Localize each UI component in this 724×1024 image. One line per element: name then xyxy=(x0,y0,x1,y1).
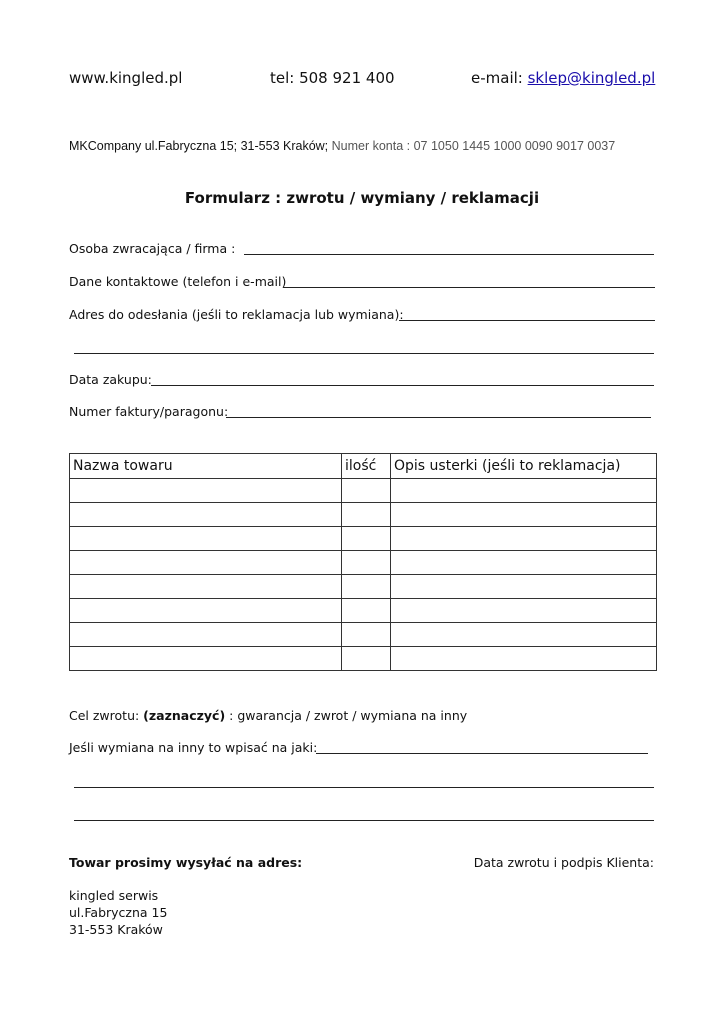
defect-cell[interactable] xyxy=(391,527,657,551)
email-block xyxy=(471,69,655,87)
purpose-label: Cel zwrotu: xyxy=(69,708,144,723)
table-row xyxy=(70,479,657,503)
quantity-cell[interactable] xyxy=(342,479,391,503)
product-cell[interactable] xyxy=(70,575,342,599)
email-label: e-mail: xyxy=(471,69,528,87)
items-table xyxy=(69,453,657,671)
table-header-row xyxy=(70,454,657,479)
product-cell[interactable] xyxy=(70,527,342,551)
column-header-quantity: ilość xyxy=(342,454,391,479)
product-cell[interactable] xyxy=(70,479,342,503)
quantity-cell[interactable] xyxy=(342,623,391,647)
address-line: 31-553 Kraków xyxy=(69,922,163,937)
person-input-line[interactable] xyxy=(244,254,654,255)
quantity-cell[interactable] xyxy=(342,599,391,623)
return-address xyxy=(69,887,167,938)
contact-input-line[interactable] xyxy=(283,287,655,288)
address-line: kingled serwis xyxy=(69,888,159,903)
defect-cell[interactable] xyxy=(391,575,657,599)
table-row xyxy=(70,575,657,599)
company-line xyxy=(69,139,615,153)
contact-field xyxy=(69,274,286,289)
ship-label: Towar prosimy wysyłać na adres: xyxy=(69,855,303,870)
quantity-cell[interactable] xyxy=(342,551,391,575)
defect-cell[interactable] xyxy=(391,647,657,671)
exchange-label: Jeśli wymiana na inny to wpisać na jaki: xyxy=(69,740,318,755)
address-field xyxy=(69,307,404,322)
website-text: www.kingled.pl xyxy=(69,69,183,87)
company-address: MKCompany ul.Fabryczna 15; 31-553 Kraków; xyxy=(69,139,329,153)
invoice-label: Numer faktury/paragonu: xyxy=(69,404,229,419)
product-cell[interactable] xyxy=(70,503,342,527)
product-cell[interactable] xyxy=(70,647,342,671)
column-header-defect: Opis usterki (jeśli to reklamacja) xyxy=(391,454,657,479)
address-line: ul.Fabryczna 15 xyxy=(69,905,168,920)
invoice-field xyxy=(69,404,228,419)
exchange-input-line-2[interactable] xyxy=(74,787,654,788)
signature-label: Data zwrotu i podpis Klienta: xyxy=(473,855,654,870)
exchange-field xyxy=(69,740,317,755)
product-cell[interactable] xyxy=(70,599,342,623)
email-link[interactable]: sklep@kingled.pl xyxy=(527,69,656,87)
defect-cell[interactable] xyxy=(391,599,657,623)
phone-text: tel: 508 921 400 xyxy=(270,69,395,87)
table-row xyxy=(70,623,657,647)
purpose-field xyxy=(69,708,467,723)
column-header-product: Nazwa towaru xyxy=(70,454,342,479)
product-cell[interactable] xyxy=(70,551,342,575)
person-label: Osoba zwracająca / firma : xyxy=(69,241,236,256)
purpose-hint: (zaznaczyć) xyxy=(143,708,226,723)
exchange-input-line-3[interactable] xyxy=(74,820,654,821)
defect-cell[interactable] xyxy=(391,479,657,503)
exchange-input-line[interactable] xyxy=(316,753,648,754)
purchase-date-input-line[interactable] xyxy=(151,385,654,386)
contact-label: Dane kontaktowe (telefon i e-mail) xyxy=(69,274,287,289)
bank-account: Numer konta : 07 1050 1445 1000 0090 9017 0037 xyxy=(328,139,616,153)
address-input-line[interactable] xyxy=(399,320,655,321)
items-table-body xyxy=(70,479,657,671)
purpose-options: : gwarancja / zwrot / wymiana na inny xyxy=(225,708,468,723)
quantity-cell[interactable] xyxy=(342,647,391,671)
defect-cell[interactable] xyxy=(391,503,657,527)
invoice-input-line[interactable] xyxy=(226,417,651,418)
defect-cell[interactable] xyxy=(391,623,657,647)
table-row xyxy=(70,647,657,671)
form-title: Formularz : zwrotu / wymiany / reklamacji xyxy=(184,189,540,207)
table-row xyxy=(70,551,657,575)
product-cell[interactable] xyxy=(70,623,342,647)
quantity-cell[interactable] xyxy=(342,527,391,551)
address-label: Adres do odesłania (jeśli to reklamacja lub wymiana): xyxy=(69,307,404,322)
person-field xyxy=(69,241,235,256)
purchase-date-label: Data zakupu: xyxy=(69,372,152,387)
quantity-cell[interactable] xyxy=(342,503,391,527)
purchase-date-field xyxy=(69,372,152,387)
address-input-line-2[interactable] xyxy=(74,353,654,354)
defect-cell[interactable] xyxy=(391,551,657,575)
quantity-cell[interactable] xyxy=(342,575,391,599)
table-row xyxy=(70,503,657,527)
table-row xyxy=(70,527,657,551)
table-row xyxy=(70,599,657,623)
